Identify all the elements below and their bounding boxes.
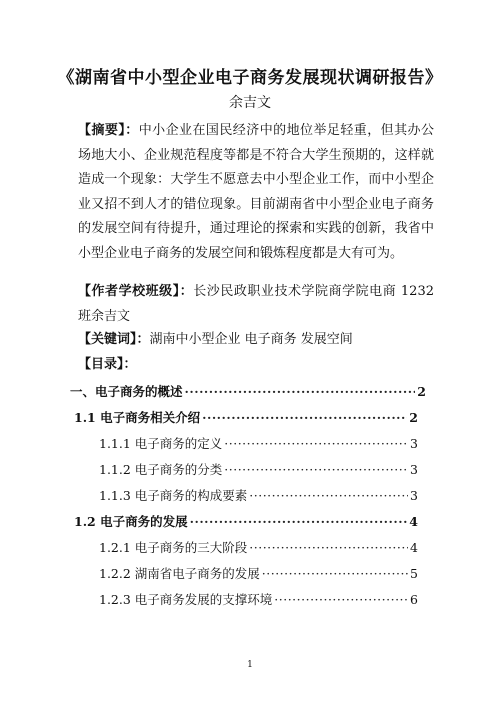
toc-entry-page: 3 [410, 462, 418, 477]
school-section [78, 280, 434, 329]
toc-entry-title: 1.2.3 电子商务发展的支撑环境 [99, 592, 273, 607]
abstract-text: 中小企业在国民经济中的地位举足轻重，但其办公场地大小、企业规范程度等都是不符合大学生预期的，这样就造成一个现象：大学生不愿意去中小型企业工作，而中小型企业又招不到人才的错位现象。目前湖南省中小型企业电子商务的发展空间有待提升，通过理论的探索和实践的创新，我省中小型企业电子商务的发展空间和锻炼程度都是大有可为。 [78, 123, 434, 261]
school-text: 长沙民政职业技术学院商学院电商 1232 班余吉文 [78, 284, 434, 324]
toc-entry-title: 1.2 电子商务的发展 [74, 514, 188, 529]
toc-label: 【目录】： [78, 357, 137, 372]
toc-leader-dots [274, 592, 408, 607]
toc-entry-page: 5 [410, 566, 418, 581]
toc-leader-dots [262, 566, 408, 581]
toc-entry-page: 2 [409, 410, 418, 425]
toc-entry[interactable] [74, 408, 418, 426]
toc-leader-dots [224, 436, 408, 451]
toc-leader-dots [224, 462, 408, 477]
toc-leader-dots [249, 488, 408, 503]
abstract-label: 【摘要】： [78, 123, 139, 138]
toc-entry[interactable] [99, 460, 418, 478]
keywords-text: 湖南中小型企业 电子商务 发展空间 [149, 332, 353, 347]
toc-entry-title: 一、电子商务的概述 [70, 384, 183, 399]
toc-leader-dots [202, 410, 407, 425]
toc-leader-dots [249, 540, 408, 555]
toc-entry[interactable] [99, 590, 418, 608]
toc-entry-page: 6 [410, 592, 418, 607]
toc-entry-title: 1.1.3 电子商务的构成要素 [99, 488, 248, 503]
toc-heading [78, 353, 434, 378]
toc-entry[interactable] [99, 434, 418, 452]
toc-leader-dots [185, 384, 416, 399]
toc-entry[interactable] [99, 486, 418, 504]
toc-entry-page: 4 [409, 514, 418, 529]
toc-entry-page: 3 [410, 488, 418, 503]
toc-entry[interactable] [70, 382, 426, 400]
toc-entry-title: 1.1.1 电子商务的定义 [99, 436, 223, 451]
toc-entry-page: 4 [410, 540, 418, 555]
toc-entry-title: 1.2.1 电子商务的三大阶段 [99, 540, 248, 555]
toc-entry[interactable] [99, 564, 418, 582]
keywords-label: 【关键词】： [78, 332, 150, 347]
document-title: 《湖南省中小型企业电子商务发展现状调研报告》 [57, 68, 443, 88]
toc-entry-title: 1.1.2 电子商务的分类 [99, 462, 223, 477]
toc-entry-title: 1.2.2 湖南省电子商务的发展 [99, 566, 260, 581]
author-name: 余吉文 [229, 95, 271, 111]
toc-leader-dots [190, 514, 408, 529]
toc-entry[interactable] [74, 512, 418, 530]
abstract-section [78, 119, 434, 266]
toc-entry[interactable] [99, 538, 418, 556]
school-label: 【作者学校班级】： [78, 284, 194, 299]
keywords-section [78, 328, 434, 353]
toc-entry-page: 2 [417, 384, 426, 399]
page-number: 1 [247, 660, 253, 670]
toc-entry-title: 1.1 电子商务相关介绍 [74, 410, 201, 425]
toc-entry-page: 3 [410, 436, 418, 451]
